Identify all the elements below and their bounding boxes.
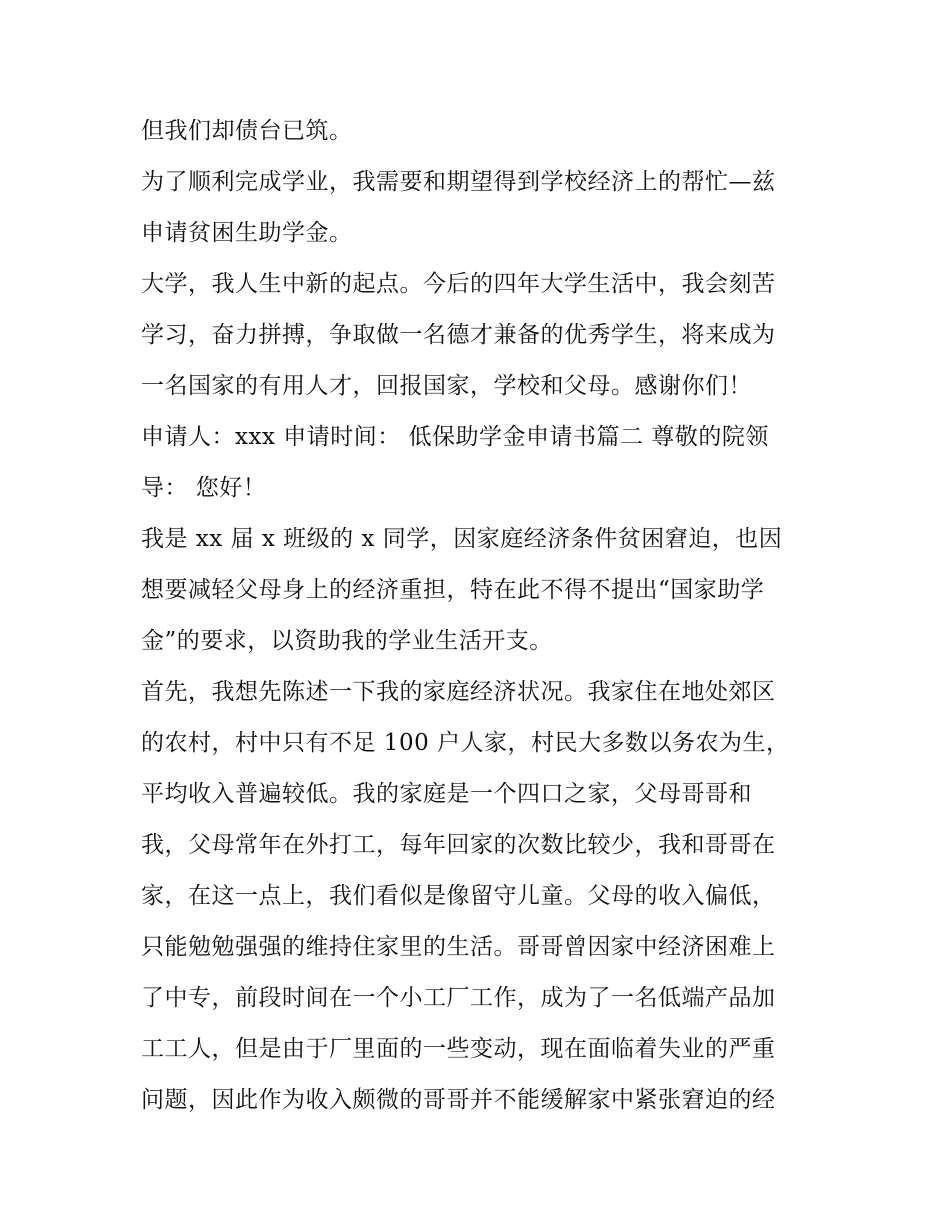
text-line: 工工人，但是由于厂里面的一些变动，现在面临着失业的严重 [141,1036,776,1062]
text-line: 一名国家的有用人才，回报国家，学校和父母。感谢你们！ [141,373,752,399]
text-line: 家，在这一点上，我们看似是像留守儿童。父母的收入偏低， [141,883,776,909]
text-line: 但我们却债台已筑。 [141,118,353,144]
text-line: 只能勉勉强强的维持住家里的生活。哥哥曾因家中经济困难上 [141,934,776,960]
text-line: 为了顺利完成学业，我需要和期望得到学校经济上的帮忙—兹 [141,169,776,195]
text-line: 导： 您好！ [141,475,267,501]
text-line: 了中专，前段时间在一个小工厂工作，成为了一名低端产品加 [141,985,776,1011]
text-line: 平均收入普遍较低。我的家庭是一个四口之家，父母哥哥和 [141,781,752,807]
text-line: 我，父母常年在外打工，每年回家的次数比较少，我和哥哥在 [141,832,776,858]
text-line: 的农村，村中只有不足 100 户人家，村民大多数以务农为生， [141,730,790,756]
text-line: 首先，我想先陈述一下我的家庭经济状况。我家住在地处郊区 [141,679,776,705]
text-line: 申请人：xxx 申请时间： 低保助学金申请书篇二 尊敬的院领 [141,424,769,450]
text-line: 我是 xx 届 x 班级的 x 同学，因家庭经济条件贫困窘迫，也因 [141,526,783,552]
text-line: 学习，奋力拼搏，争取做一名德才兼备的优秀学生，将来成为 [141,322,776,348]
text-line: 问题，因此作为收入颇微的哥哥并不能缓解家中紧张窘迫的经 [141,1087,776,1113]
text-line: 大学，我人生中新的起点。今后的四年大学生活中，我会刻苦 [141,271,776,297]
text-line: 金”的要求，以资助我的学业生活开支。 [141,628,553,654]
text-line: 想要减轻父母身上的经济重担，特在此不得不提出“国家助学 [141,577,765,603]
body-text [141,106,821,1126]
text-line: 申请贫困生助学金。 [141,220,353,246]
